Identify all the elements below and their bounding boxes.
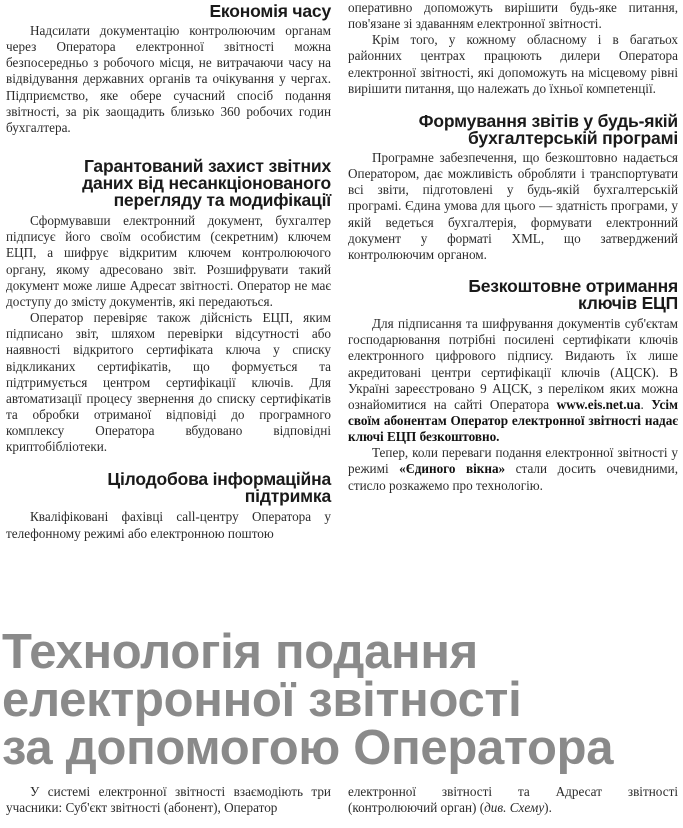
section-title-data-protection: [6, 158, 331, 209]
paragraph: Сформувавши електронний документ, бухгалтер підписує його своїм особистим (секретним) ключем ЕЦП, а шифрує відкритим ключем контролюючого органу, якому адресовано звіт. Розшифрувати такий документ може лише Адресат звітності. Оператор не має доступу до змісту документів, які передаються.: [6, 213, 331, 309]
paragraph: Кваліфіковані фахівці call-центру Оператора у телефонному режимі або електронною поштою: [6, 509, 331, 541]
paragraph: оперативно допоможуть вирішити будь-яке питання, пов'язане зі здаванням електронної звітності.: [348, 0, 678, 32]
heading-line: даних від несанкціонованого: [82, 173, 331, 194]
italic-text: див. Схему: [484, 800, 545, 816]
text-run: стали досить очевидними, стисло розкажемо про технологію.: [348, 461, 678, 493]
bottom-left-column: [6, 784, 331, 816]
right-column: [348, 0, 678, 494]
text-run: .: [640, 396, 652, 412]
section-title-time-saving: Економія часу: [209, 1, 331, 21]
main-title-line: за допомогою Оператора: [2, 721, 614, 775]
text-run: електронної звітності та Адресат звітності (контролюючий орган) (: [348, 784, 678, 816]
section-title-free-keys: [348, 278, 678, 312]
bottom-right-column: [348, 784, 678, 816]
paragraph: Крім того, у кожному обласному і в багатьох районних центрах працюють дилери Оператора електронної звітності, які допоможуть на місцевому рівні вирішити питання, що належать до їхньої компетенції.: [348, 32, 678, 96]
website-link[interactable]: www.eis.net.ua: [556, 396, 641, 412]
heading-line: перегляду та модифікації: [113, 190, 331, 211]
paragraph: [348, 316, 678, 445]
heading-line: Формування звітів у будь-якій: [418, 110, 678, 131]
main-title-line: електронної звітності: [2, 673, 522, 727]
heading-line: Гарантований захист звітних: [83, 156, 331, 177]
heading-line: Цілодобова інформаційна: [107, 469, 331, 490]
heading-line: бухгалтерській програмі: [468, 127, 678, 148]
section-title-any-accounting-program: [348, 110, 678, 148]
text-run: Тепер, коли переваги подання електронної звітності у режимі: [348, 445, 678, 477]
paragraph: Програмне забезпечення, що безкоштовно надається Оператором, дає можливість обробляти і транспортувати всі звіти, підготовлені у будь-якій бухгалтерській програмі. Єдина умова для цього — здатність програми, у якій ведеться бухгалтерія, формувати електронний документ у форматі XML, що затверджений контролюючим органом.: [348, 149, 678, 262]
bold-text: Усім своїм абонентам Оператор електронної звітності надає ключі ЕЦП безкоштовно.: [348, 396, 679, 445]
paragraph: У системі електронної звітності взаємодіють три учасники: Суб'єкт звітності (абонент), Оператор: [6, 784, 331, 816]
main-title-line: Технологія подання: [2, 625, 478, 679]
bold-text: «Єдиного вікна»: [399, 461, 506, 477]
heading-line: Безкоштовне отримання: [468, 276, 678, 297]
paragraph: [348, 445, 678, 493]
heading-line: ключів ЕЦП: [577, 293, 678, 314]
heading-line: підтримка: [244, 486, 331, 507]
section-title-support: [6, 471, 331, 505]
paragraph: Надсилати документацію контролюючим органам через Оператора електронної звітності можна безпосередньо з робочого місця, не витрачаючи часу на відвідування державних органів та очікування у чергах. Підприємство, яке обере сучасний спосіб подання звітності, за рік заощадить близько 360 робочих годин бухгалтера.: [6, 23, 331, 135]
text-run: ).: [544, 800, 552, 816]
paragraph: [348, 784, 678, 816]
text-run: Для підписання та шифрування документів суб'єктам господарювання потрібні посилені сертифікати ключів електронного цифрового підпису. Видають їх лише акредитовані центри сертифікації ключів (АЦСК). В Україні зареєстровано 9 АЦСК, з переліком яких можна ознайомитися на сайті Оператора: [348, 316, 678, 412]
paragraph: Оператор перевіряє також дійсність ЕЦП, яким підписано звіт, шляхом перевірки відсутності або наявності відкритого сертифіката ключа у списку відкликаних сертифікатів, що формується та підтримується центром сертифікації ключів. Для автоматизації процесу звернення до списку сертифікатів та обробки отриманої відповіді до програмного комплексу Оператора вбудовано відповідні криптобібліотеки.: [6, 310, 331, 455]
left-column: [6, 0, 331, 542]
main-title: [2, 625, 682, 775]
